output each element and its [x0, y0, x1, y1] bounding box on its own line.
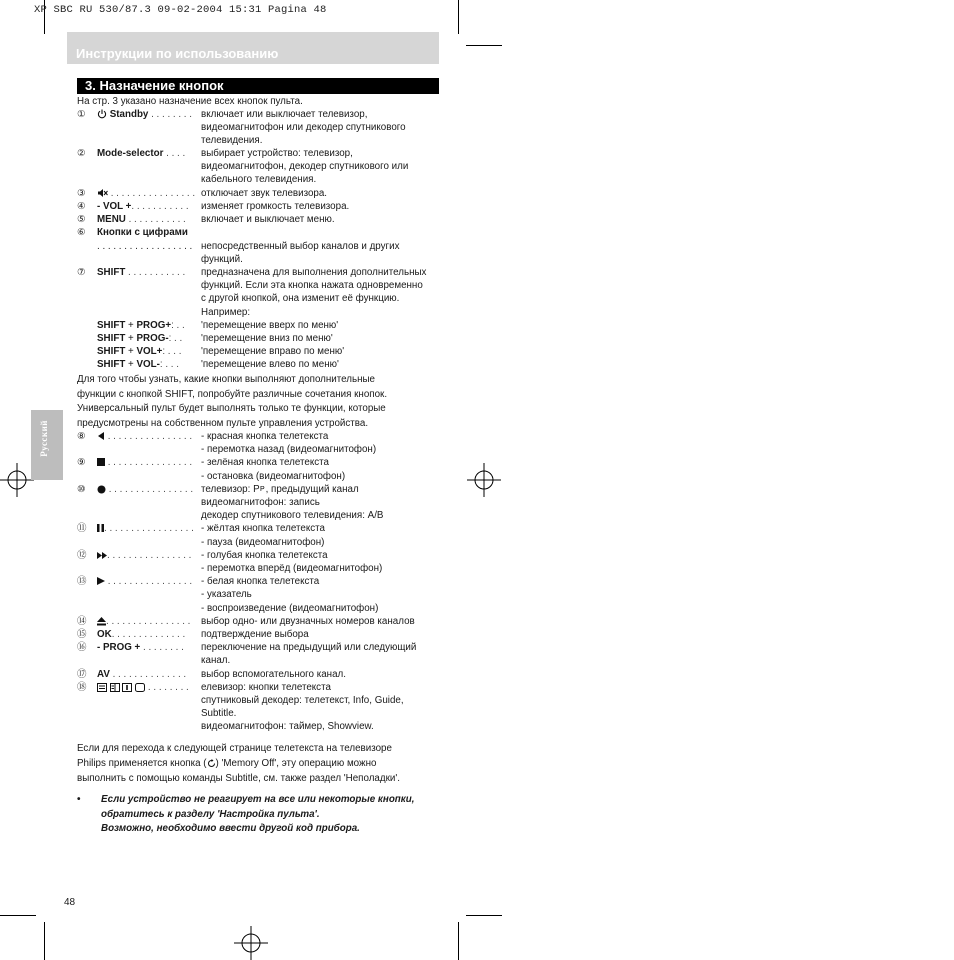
crop-mark [0, 915, 36, 916]
plus-sign: + [125, 320, 137, 331]
shift-combo [97, 358, 179, 371]
item-number: ⑥ [77, 227, 86, 238]
shift-combo [97, 332, 182, 345]
stop-icon [97, 458, 105, 466]
item-desc: - перемотка вперёд (видеомагнитофон) [201, 563, 383, 574]
key-label: VOL+ [136, 346, 163, 357]
item-desc: с другой кнопкой, она изменит её функцию. [201, 293, 400, 304]
teletext-info-icon [122, 683, 132, 692]
item-desc: подтверждение выбора [201, 629, 309, 640]
chapter-title: 3. Назначение кнопок [85, 78, 224, 93]
power-icon [97, 109, 107, 119]
print-header: XP SBC RU 530/87.3 09-02-2004 15:31 Pagina 48 [34, 4, 327, 16]
fast-forward-icon [97, 552, 107, 559]
leader-dots: . . . . . . . . . . . . . . . . [105, 457, 193, 468]
item-number: ⑱ [77, 682, 87, 693]
item-desc: функций. [201, 254, 243, 265]
item-desc-part: телевизор: P [201, 484, 260, 495]
paragraph-part: Philips применяется кнопка ( [77, 758, 207, 769]
crop-mark [466, 45, 502, 46]
item-number: ⑧ [77, 431, 86, 442]
key-label: SHIFT [97, 320, 126, 331]
crop-mark [458, 0, 459, 34]
item-label: SHIFT [97, 267, 126, 278]
item-desc-part: , предыдущий канал [265, 484, 359, 495]
item-number: ④ [77, 201, 86, 212]
leader-dots: . . . . . . . . . . . . . . . . . . [97, 241, 193, 252]
item-desc: спутниковый декодер: телетекст, Info, Guide, [201, 695, 404, 706]
item-desc: - жёлтая кнопка телетекста [201, 523, 325, 534]
language-tab-label: Русский [39, 420, 49, 457]
list-item [97, 200, 189, 213]
leader-dots: . . . . . . . . . . . . . . . . [105, 576, 193, 587]
leader-dots: . . . . . . . . . . . . . . [111, 629, 186, 640]
leader-dots: . . . . . . . . . . . . . . [109, 669, 187, 680]
item-label: Mode-selector [97, 148, 164, 159]
list-item [97, 549, 191, 562]
leader-dots: : . . [171, 320, 185, 331]
leader-dots: : . . . [162, 346, 182, 357]
item-label: - PROG + [97, 642, 141, 653]
item-desc: непосредственный выбор каналов и других [201, 241, 400, 252]
registration-mark-icon [0, 463, 34, 497]
key-label: SHIFT [97, 346, 126, 357]
subtitle-icon [135, 683, 145, 692]
mute-icon [97, 188, 108, 198]
item-desc: изменяет громкость телевизора. [201, 201, 350, 212]
item-label: Standby [109, 109, 149, 120]
item-desc: - голубая кнопка телетекста [201, 550, 328, 561]
plus-sign: + [125, 346, 137, 357]
crop-mark [44, 922, 45, 960]
paragraph-line: Универсальный пульт будет выполнять только те функции, которые [77, 403, 386, 414]
registration-mark-icon [467, 463, 501, 497]
section-title: Инструкции по использованию [76, 46, 279, 61]
item-number: ① [77, 109, 86, 120]
leader-dots: . . . . [163, 148, 186, 159]
section-bar [67, 32, 439, 64]
paragraph-line: предусмотрены на собственном пульте управления устройства. [77, 418, 369, 429]
memory-off-icon [207, 759, 216, 768]
leader-dots: . . . . . . . . [148, 109, 192, 120]
item-label: OK [97, 629, 112, 640]
teletext-icon [97, 683, 107, 692]
paragraph-line: Для того чтобы узнать, какие кнопки выполняют дополнительные [77, 374, 375, 385]
item-number: ⑫ [77, 550, 87, 561]
list-item [97, 668, 186, 681]
combo-desc: 'перемещение вниз по меню' [201, 333, 333, 344]
item-label: AV [97, 669, 110, 680]
crop-mark [466, 915, 502, 916]
item-number: ⑤ [77, 214, 86, 225]
leader-dots: . . . . . . . . . . . [131, 201, 189, 212]
item-desc: - белая кнопка телетекста [201, 576, 320, 587]
leader-dots: . . . . . . . . . . . [125, 267, 186, 278]
item-desc: - воспроизведение (видеомагнитофон) [201, 603, 379, 614]
intro-text: На стр. 3 указано назначение всех кнопок пульта. [77, 96, 303, 107]
item-desc: предназначена для выполнения дополнительных [201, 267, 427, 278]
paragraph-line [77, 757, 376, 770]
list-item [97, 615, 190, 628]
item-number: ② [77, 148, 86, 159]
item-desc: - перемотка назад (видеомагнитофон) [201, 444, 377, 455]
leader-dots: . . . . . . . . . . . . . . . . [105, 431, 193, 442]
note-line: Если устройство не реагирует на все или некоторые кнопки, [101, 794, 415, 805]
item-desc: Например: [201, 307, 251, 318]
item-desc: - указатель [201, 589, 252, 600]
plus-sign: + [125, 333, 137, 344]
item-desc: - зелёная кнопка телетекста [201, 457, 329, 468]
paragraph-line: выполнить с помощью команды Subtitle, см. также раздел 'Неполадки'. [77, 773, 400, 784]
item-label: MENU [97, 214, 126, 225]
item-desc: - пауза (видеомагнитофон) [201, 537, 325, 548]
list-item [97, 456, 192, 469]
chapter-bar [77, 78, 439, 94]
svg-text:P: P [259, 485, 265, 493]
left-arrow-icon [97, 432, 105, 440]
play-icon [97, 577, 105, 585]
item-desc: канал. [201, 655, 231, 666]
item-desc: - остановка (видеомагнитофон) [201, 471, 346, 482]
key-label: PROG- [136, 333, 169, 344]
list-item [97, 575, 192, 588]
shift-combo [97, 319, 185, 332]
item-desc: выбор вспомогательного канал. [201, 669, 346, 680]
item-number: ⑯ [77, 642, 87, 653]
list-item [97, 213, 186, 226]
item-desc: телевидения. [201, 135, 263, 146]
paragraph-line: Если для перехода к следующей странице телетекста на телевизоре [77, 743, 392, 754]
item-label: - VOL + [97, 201, 132, 212]
list-item [97, 187, 195, 200]
list-item [97, 681, 189, 694]
paragraph-line: функции с кнопкой SHIFT, попробуйте различные сочетания кнопок. [77, 389, 388, 400]
item-desc: видеомагнитофон: запись [201, 497, 320, 508]
combo-desc: 'перемещение влево по меню' [201, 359, 339, 370]
item-desc: видеомагнитофон, декодер спутникового или [201, 161, 409, 172]
leader-dots: . . . . . . . . [140, 642, 184, 653]
list-item [97, 147, 185, 160]
combo-desc: 'перемещение вверх по меню' [201, 320, 339, 331]
leader-dots: . . . . . . . . . . . [125, 214, 186, 225]
leader-dots: : . . . [159, 359, 179, 370]
leader-dots: . . . . . . . . [145, 682, 189, 693]
item-desc: выбор одно- или двузначных номеров каналов [201, 616, 415, 627]
item-number: ⑪ [77, 523, 87, 534]
item-desc: видеомагнитофон или декодер спутникового [201, 122, 406, 133]
item-number: ⑮ [77, 629, 87, 640]
item-desc: кабельного телевидения. [201, 174, 317, 185]
pause-icon [97, 524, 104, 532]
item-desc: видеомагнитофон: таймер, Showview. [201, 721, 374, 732]
item-desc: включает или выключает телевизор, [201, 109, 368, 120]
item-desc: декодер спутникового телевидения: A/B [201, 510, 384, 521]
list-item [97, 641, 184, 654]
item-desc: елевизор: кнопки телетекста [201, 682, 331, 693]
combo-desc: 'перемещение вправо по меню' [201, 346, 345, 357]
list-item [97, 430, 192, 443]
leader-dots: : . . [168, 333, 183, 344]
item-desc: Subtitle. [201, 708, 237, 719]
item-number: ⑰ [77, 669, 87, 680]
leader-dots: . . . . . . . . . . . . . . . . . [104, 523, 194, 534]
item-desc: включает и выключает меню. [201, 214, 335, 225]
item-number: ⑩ [77, 484, 86, 495]
shift-combo [97, 345, 181, 358]
item-number: ⑬ [77, 576, 87, 587]
crop-mark [458, 922, 459, 960]
teletext-mix-icon [110, 683, 120, 692]
item-number: ⑨ [77, 457, 86, 468]
list-item [97, 483, 193, 496]
item-desc [201, 483, 359, 496]
key-label: SHIFT [97, 359, 126, 370]
note-line: обратитесь к разделу 'Настройка пульта'. [101, 809, 320, 820]
item-desc: функций. Если эта кнопка нажата одновременно [201, 280, 423, 291]
item-number: ⑭ [77, 616, 87, 627]
leader-dots: . . . . . . . . . . . . . . . . [108, 188, 196, 199]
item-number: ⑦ [77, 267, 86, 278]
key-label: VOL- [136, 359, 160, 370]
leader-dots: . . . . . . . . . . . . . . . . [106, 484, 194, 495]
list-item [97, 628, 185, 641]
plus-sign: + [125, 359, 137, 370]
item-desc: выбирает устройство: телевизор, [201, 148, 353, 159]
list-item [97, 266, 185, 279]
item-number: ③ [77, 188, 86, 199]
list-item [97, 108, 192, 121]
key-label: PROG+ [136, 320, 172, 331]
language-tab [31, 410, 63, 480]
list-item [97, 522, 194, 535]
leader-dots: . . . . . . . . . . . . . . . . [106, 616, 191, 627]
leader-dots: . . . . . . . . . . . . . . . . [107, 550, 192, 561]
item-desc: переключение на предыдущий или следующий [201, 642, 417, 653]
item-label: Кнопки с цифрами [97, 227, 188, 238]
registration-mark-icon [234, 926, 268, 960]
item-desc: отключает звук телевизора. [201, 188, 328, 199]
bullet: • [77, 794, 81, 805]
item-desc: - красная кнопка телетекста [201, 431, 329, 442]
double-digit-icon [97, 617, 106, 626]
key-label: SHIFT [97, 333, 126, 344]
note-line: Возможно, необходимо ввести другой код прибора. [101, 823, 360, 834]
page-number: 48 [64, 897, 76, 908]
paragraph-part: ) 'Memory Off', эту операцию можно [215, 758, 377, 769]
record-icon [97, 485, 106, 494]
